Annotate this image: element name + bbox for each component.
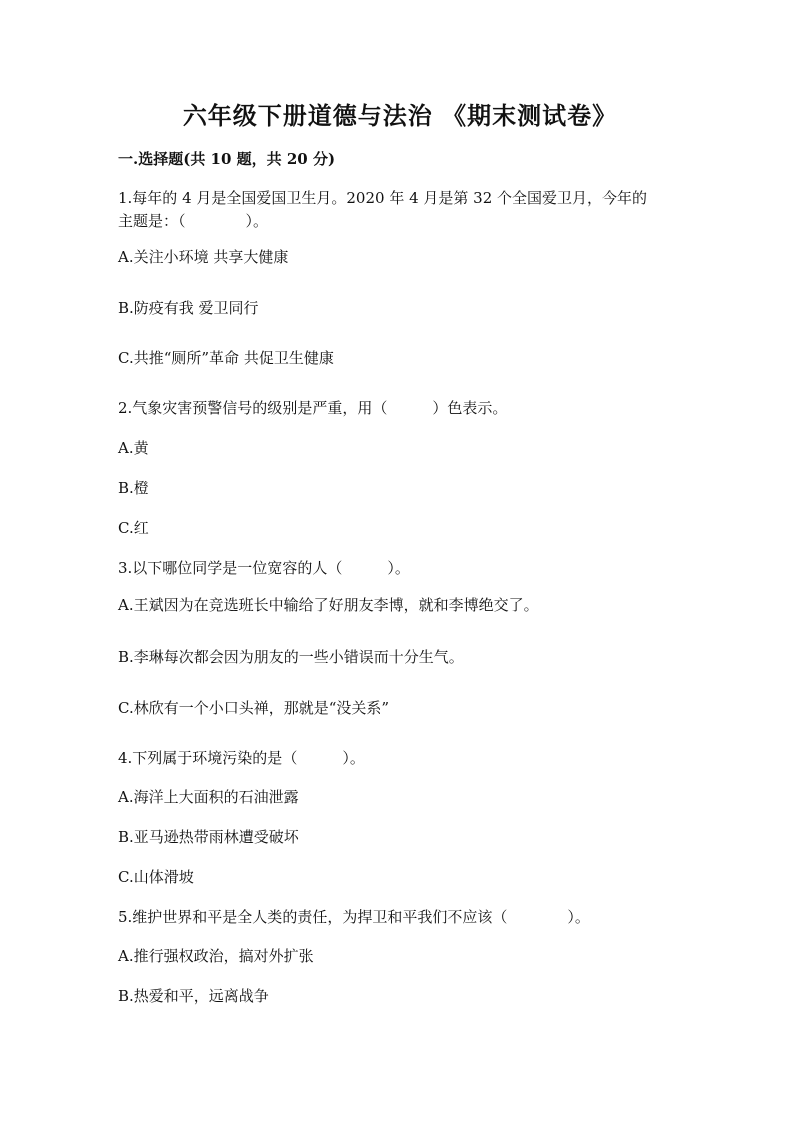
question-5-option-a: A.推行强权政治，搞对外扩张 xyxy=(118,947,314,965)
exam-title: 六年级下册道德与法治 《期末测试卷》 xyxy=(182,101,618,130)
question-2-option-b: B.橙 xyxy=(118,479,149,497)
question-1-option-c: C.共推“厕所”革命 共促卫生健康 xyxy=(118,349,334,367)
section-heading: 一.选择题(共 10 题，共 20 分) xyxy=(118,150,336,168)
question-1-stem-line-2: 主题是：（ ）。 xyxy=(118,212,269,230)
question-5-stem: 5.维护世界和平是全人类的责任，为捍卫和平我们不应该（ ）。 xyxy=(118,908,590,926)
question-2-stem: 2.气象灾害预警信号的级别是严重，用（ ）色表示。 xyxy=(118,399,508,417)
question-3-option-b: B.李琳每次都会因为朋友的一些小错误而十分生气。 xyxy=(118,648,464,666)
question-1-stem-line-1: 1.每年的 4 月是全国爱国卫生月。2020 年 4 月是第 32 个全国爱卫月，今年的 xyxy=(118,189,648,207)
question-4-option-a: A.海洋上大面积的石油泄露 xyxy=(118,788,299,806)
question-2-option-a: A.黄 xyxy=(118,439,149,457)
question-3-option-c: C.林欣有一个小口头禅，那就是“没关系” xyxy=(118,699,390,717)
question-4-option-c: C.山体滑坡 xyxy=(118,868,194,886)
question-3-option-a: A.王斌因为在竞选班长中输给了好朋友李博，就和李博绝交了。 xyxy=(118,596,539,614)
question-1-option-b: B.防疫有我 爱卫同行 xyxy=(118,299,259,317)
question-4-stem: 4.下列属于环境污染的是（ ）。 xyxy=(118,749,365,767)
question-5-option-b: B.热爱和平，远离战争 xyxy=(118,987,269,1005)
question-3-stem: 3.以下哪位同学是一位宽容的人（ ）。 xyxy=(118,559,410,577)
question-4-option-b: B.亚马逊热带雨林遭受破坏 xyxy=(118,828,299,846)
question-1-option-a: A.关注小环境 共享大健康 xyxy=(118,248,289,266)
question-2-option-c: C.红 xyxy=(118,519,149,537)
